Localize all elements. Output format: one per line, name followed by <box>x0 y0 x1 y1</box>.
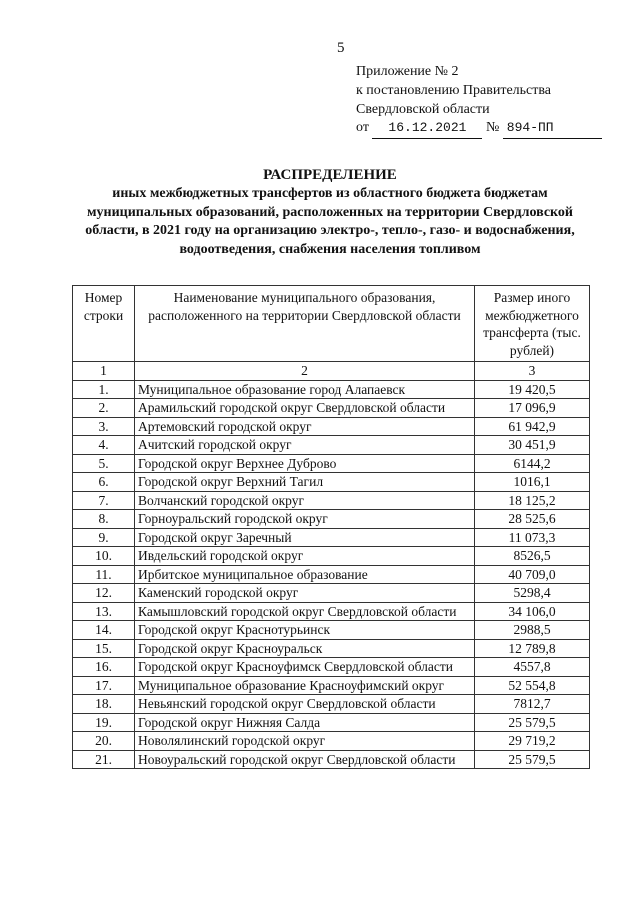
table-row <box>73 510 590 529</box>
table-row <box>73 399 590 418</box>
table-header-row <box>73 286 590 362</box>
table-row <box>73 565 590 584</box>
row-number: 9. <box>73 528 135 547</box>
decree-number: 894-ПП <box>503 119 602 139</box>
row-number: 10. <box>73 547 135 566</box>
table-row <box>73 528 590 547</box>
table-row <box>73 491 590 510</box>
table-row <box>73 695 590 714</box>
row-number: 6. <box>73 473 135 492</box>
transfer-amount: 25 579,5 <box>475 750 590 769</box>
table-row <box>73 750 590 769</box>
municipality-name: Ивдельский городской округ <box>135 547 475 566</box>
transfer-amount: 18 125,2 <box>475 491 590 510</box>
table-row <box>73 436 590 455</box>
row-number: 7. <box>73 491 135 510</box>
transfer-amount: 8526,5 <box>475 547 590 566</box>
municipality-name: Новолялинский городской округ <box>135 732 475 751</box>
row-number: 4. <box>73 436 135 455</box>
municipality-name: Невьянский городской округ Свердловской области <box>135 695 475 714</box>
table-row <box>73 639 590 658</box>
document-title <box>70 166 590 260</box>
municipality-name: Городской округ Краснотурьинск <box>135 621 475 640</box>
municipality-name: Городской округ Красноуфимск Свердловской области <box>135 658 475 677</box>
transfer-amount: 40 709,0 <box>475 565 590 584</box>
decree-date: 16.12.2021 <box>372 119 482 139</box>
municipality-name: Городской округ Верхнее Дуброво <box>135 454 475 473</box>
municipality-name: Каменский городской округ <box>135 584 475 603</box>
municipality-name: Камышловский городской округ Свердловской области <box>135 602 475 621</box>
transfer-amount: 28 525,6 <box>475 510 590 529</box>
transfer-amount: 6144,2 <box>475 454 590 473</box>
index-cell: 3 <box>475 362 590 381</box>
transfer-amount: 17 096,9 <box>475 399 590 418</box>
header-cell: Номер строки <box>73 286 135 362</box>
table-row <box>73 602 590 621</box>
row-number: 18. <box>73 695 135 714</box>
municipality-name: Городской округ Красноуральск <box>135 639 475 658</box>
transfer-amount: 34 106,0 <box>475 602 590 621</box>
transfer-amount: 5298,4 <box>475 584 590 603</box>
title-subtitle: иных межбюджетных трансфертов из областного бюджета бюджетам муниципальных образований, расположенных на территории Свердловской области, в 2021 году на организацию электро-, тепло-, газо- и водоснабжения, водоотведения, снабжения населения топливом <box>85 185 575 258</box>
appendix-line: Приложение № 2 <box>356 64 459 79</box>
index-cell: 1 <box>73 362 135 381</box>
row-number: 8. <box>73 510 135 529</box>
table-row <box>73 621 590 640</box>
row-number: 12. <box>73 584 135 603</box>
row-number: 21. <box>73 750 135 769</box>
appendix-date-line <box>356 119 602 139</box>
table-row <box>73 713 590 732</box>
municipality-name: Муниципальное образование город Алапаевск <box>135 380 475 399</box>
appendix-block <box>356 63 602 139</box>
number-prefix: № <box>485 120 500 136</box>
row-number: 13. <box>73 602 135 621</box>
index-cell: 2 <box>135 362 475 381</box>
title-heading: РАСПРЕДЕЛЕНИЕ <box>263 167 397 183</box>
table-row <box>73 584 590 603</box>
row-number: 17. <box>73 676 135 695</box>
appendix-line: Свердловской области <box>356 101 490 117</box>
table-row <box>73 473 590 492</box>
municipality-name: Муниципальное образование Красноуфимский округ <box>135 676 475 695</box>
table-row <box>73 676 590 695</box>
table-row <box>73 454 590 473</box>
row-number: 2. <box>73 399 135 418</box>
municipality-name: Волчанский городской округ <box>135 491 475 510</box>
row-number: 1. <box>73 380 135 399</box>
transfer-amount: 2988,5 <box>475 621 590 640</box>
row-number: 3. <box>73 417 135 436</box>
transfer-amount: 7812,7 <box>475 695 590 714</box>
transfer-amount: 1016,1 <box>475 473 590 492</box>
table-row <box>73 732 590 751</box>
transfer-amount: 52 554,8 <box>475 676 590 695</box>
municipality-name: Новоуральский городской округ Свердловской области <box>135 750 475 769</box>
table-row <box>73 658 590 677</box>
municipality-name: Артемовский городской округ <box>135 417 475 436</box>
municipality-name: Ачитский городской округ <box>135 436 475 455</box>
transfer-amount: 30 451,9 <box>475 436 590 455</box>
municipality-name: Арамильский городской округ Свердловской области <box>135 399 475 418</box>
row-number: 16. <box>73 658 135 677</box>
municipality-name: Ирбитское муниципальное образование <box>135 565 475 584</box>
row-number: 20. <box>73 732 135 751</box>
municipality-name: Городской округ Верхний Тагил <box>135 473 475 492</box>
transfer-amount: 19 420,5 <box>475 380 590 399</box>
row-number: 19. <box>73 713 135 732</box>
transfer-amount: 4557,8 <box>475 658 590 677</box>
municipality-name: Городской округ Нижняя Салда <box>135 713 475 732</box>
table-row <box>73 380 590 399</box>
transfer-amount: 12 789,8 <box>475 639 590 658</box>
transfer-amount: 61 942,9 <box>475 417 590 436</box>
transfer-amount: 29 719,2 <box>475 732 590 751</box>
municipality-name: Горноуральский городской округ <box>135 510 475 529</box>
row-number: 14. <box>73 621 135 640</box>
table-index-row <box>73 362 590 381</box>
row-number: 15. <box>73 639 135 658</box>
distribution-table <box>72 285 590 769</box>
header-cell: Наименование муниципального образования, расположенного на территории Свердловской области <box>135 286 475 362</box>
date-prefix: от <box>356 120 369 136</box>
page-number: 5 <box>337 40 345 56</box>
municipality-name: Городской округ Заречный <box>135 528 475 547</box>
row-number: 11. <box>73 565 135 584</box>
table-row <box>73 547 590 566</box>
transfer-amount: 11 073,3 <box>475 528 590 547</box>
transfer-amount: 25 579,5 <box>475 713 590 732</box>
header-cell: Размер иного межбюджетного трансферта (тыс. рублей) <box>475 286 590 362</box>
row-number: 5. <box>73 454 135 473</box>
table-row <box>73 417 590 436</box>
appendix-line: к постановлению Правительства <box>356 82 552 98</box>
